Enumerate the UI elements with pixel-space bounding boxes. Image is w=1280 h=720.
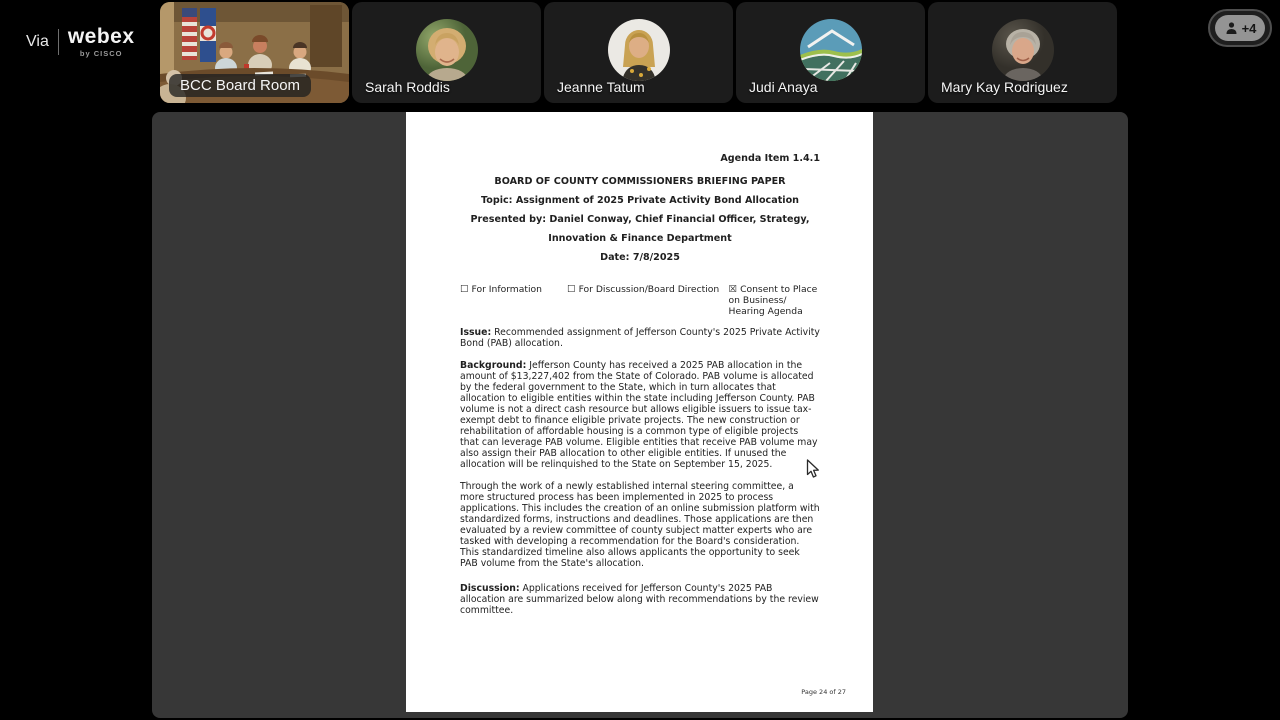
participant-name-label: Jeanne Tatum (557, 79, 645, 95)
checkbox-row (460, 284, 820, 317)
section-text: Through the work of a newly established internal steering committee, a more structured process has been implemented in 2025 to process applications. This includes the creation of an online submission platform with standardized forms, instructions and deadlines. Those applications are then evaluated by a review committee of county subject matter experts who are tasked with developing a recommendation for the Board's consideration. This standardized timeline also allows applicants the opportunity to seek PAB volume from the State's allocation. (460, 481, 820, 569)
shared-document-page (406, 112, 873, 712)
page-number: Page 24 of 27 (801, 688, 846, 696)
content-share-area (152, 112, 1128, 718)
webex-wordmark: webex (67, 25, 135, 48)
video-tile-mary-kay-rodriguez[interactable] (928, 2, 1117, 103)
video-tile-sarah-roddis[interactable] (352, 2, 541, 103)
section-background (460, 360, 820, 470)
checkbox-consent-agenda (729, 284, 820, 317)
section-text: Applications received for Jefferson County's 2025 PAB allocation are summarized below along with recommendations by the review committee. (460, 583, 819, 616)
checkbox-for-information (460, 284, 567, 317)
document-presented-by: Presented by: Daniel Conway, Chief Financial Officer, Strategy, (470, 214, 810, 225)
document-title: BOARD OF COUNTY COMMISSIONERS BRIEFING PAPER (494, 176, 786, 187)
avatar-mary-kay-rodriguez (992, 19, 1054, 81)
document-date: Date: 7/8/2025 (600, 252, 680, 263)
checkbox-label: Consent to Place on Business/ Hearing Agenda (728, 284, 818, 317)
section-label: Discussion: (460, 583, 520, 594)
participant-name-label: Mary Kay Rodriguez (941, 79, 1068, 95)
section-issue (460, 327, 820, 349)
cisco-byline: by CISCO (79, 49, 123, 58)
logo-divider (58, 29, 59, 55)
document-topic: Topic: Assignment of 2025 Private Activity Bond Allocation (480, 195, 800, 206)
participants-overflow-badge[interactable] (1208, 9, 1272, 47)
avatar-jeanne-tatum (608, 19, 670, 81)
avatar-judi-anaya-logo (800, 19, 862, 81)
section-process (460, 481, 820, 569)
document-department: Innovation & Finance Department (548, 233, 732, 244)
participant-name-label: BCC Board Room (169, 74, 311, 97)
section-label: Issue: (460, 327, 492, 338)
webex-logo (26, 26, 135, 58)
checkbox-label: For Information (471, 284, 542, 295)
checkbox-label: For Discussion/Board Direction (578, 284, 720, 295)
mouse-cursor (806, 459, 820, 479)
checkbox-unchecked-icon: ☐ (567, 284, 576, 295)
section-text: Recommended assignment of Jefferson County's 2025 Private Activity Bond (PAB) allocation. (460, 327, 820, 349)
overflow-count: +4 (1241, 20, 1257, 36)
section-label: Background: (460, 360, 527, 371)
checkbox-for-discussion (567, 284, 729, 317)
video-tile-judi-anaya[interactable] (736, 2, 925, 103)
via-label: Via (26, 33, 49, 50)
checkbox-unchecked-icon: ☐ (460, 284, 469, 295)
avatar-sarah-roddis (416, 19, 478, 81)
section-text: Jefferson County has received a 2025 PAB allocation in the amount of $13,227,402 from the State of Colorado. PAB volume is allocated by the federal government to the State, which in turn allocates that allocation to eligible entities within the state including Jefferson County. PAB volume is not a direct cash resource but allows eligible issuers to issue tax-exempt debt to finance eligible private projects. The new construction or rehabilitation of affordable housing is a common type of eligible projects that can leverage PAB volume. Eligible entities that receive PAB volume may also assign their PAB allocation to other eligible entities. If unused the allocation will be relinquished to the State on September 15, 2025. (460, 360, 818, 470)
person-icon (1224, 21, 1239, 36)
participant-name-label: Judi Anaya (749, 79, 818, 95)
participant-name-label: Sarah Roddis (365, 79, 450, 95)
video-tile-bcc-board-room[interactable] (160, 2, 349, 103)
agenda-item: Agenda Item 1.4.1 (720, 153, 820, 164)
checkbox-checked-icon: ☒ (728, 284, 738, 295)
video-tile-jeanne-tatum[interactable] (544, 2, 733, 103)
participant-filmstrip (160, 2, 1117, 103)
section-discussion (460, 583, 820, 616)
